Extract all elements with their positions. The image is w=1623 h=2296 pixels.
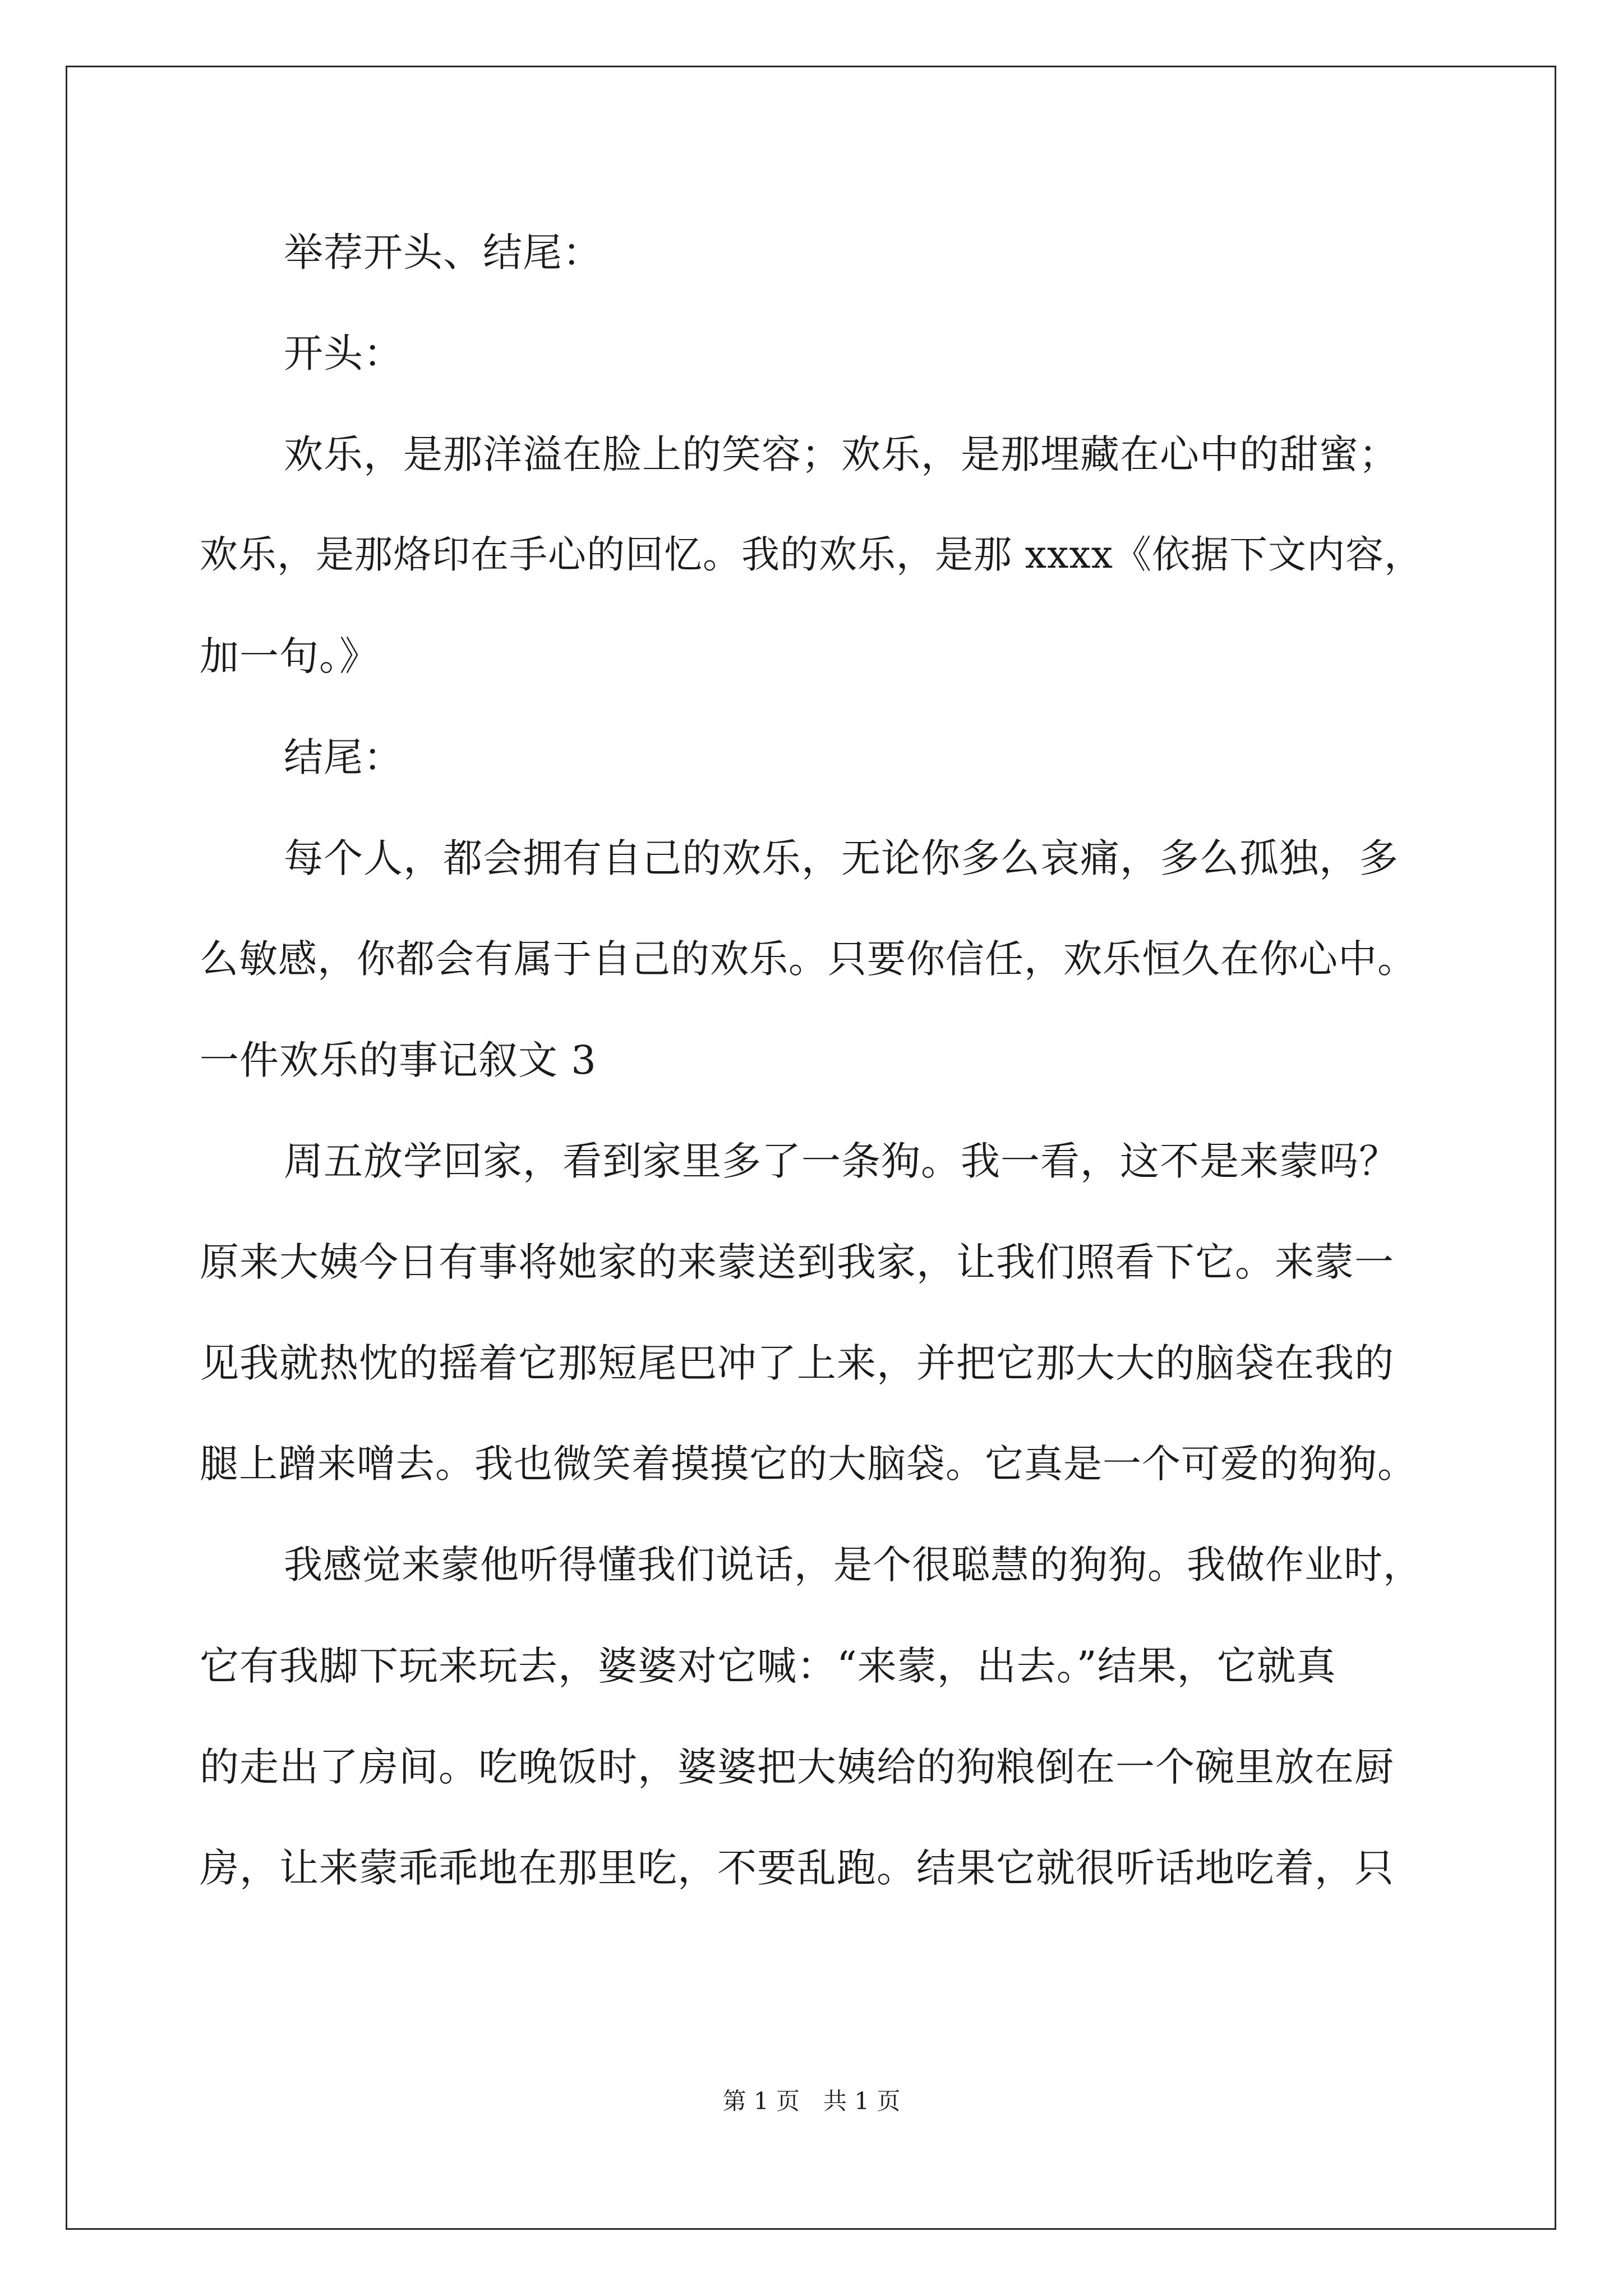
paragraph-line: 加一句。》 (200, 633, 379, 679)
paragraph-line: 周五放学回家，看到家里多了一条狗。我一看，这不是来蒙吗？ (284, 1138, 1399, 1184)
paragraph-line: 原来大姨今日有事将她家的来蒙送到我家，让我们照看下它。来蒙一 (200, 1239, 1394, 1285)
paragraph-line: 么敏感，你都会有属于自己的欢乐。只要你信任，欢乐恒久在你心中。 (200, 937, 1417, 982)
heading-opening: 开头： (284, 330, 403, 376)
section-title: 一件欢乐的事记叙文 3 (200, 1037, 597, 1083)
heading-recommend: 举荐开头、结尾： (284, 229, 602, 275)
paragraph-line: 欢乐，是那烙印在手心的回忆。我的欢乐，是那 xxxx《依据下文内容， (200, 533, 1423, 577)
paragraph-line: 腿上蹭来噌去。我也微笑着摸摸它的大脑袋。它真是一个可爱的狗狗。 (200, 1442, 1417, 1487)
paragraph-line: 我感觉来蒙他听得懂我们说话，是个很聪慧的狗狗。我做作业时， (284, 1543, 1422, 1588)
paragraph-line: 房，让来蒙乖乖地在那里吃，不要乱跑。结果它就很听话地吃着，只 (200, 1845, 1394, 1891)
paragraph-line: 欢乐，是那洋溢在脸上的笑容；欢乐，是那埋藏在心中的甜蜜； (284, 431, 1399, 477)
paragraph-line: 它有我脚下玩来玩去，婆婆对它喊：“来蒙，出去。”结果，它就真 (200, 1643, 1336, 1689)
paragraph-line: 的走出了房间。吃晚饭时，婆婆把大姨给的狗粮倒在一个碗里放在厨 (200, 1744, 1394, 1790)
paragraph-line: 见我就热忱的摇着它那短尾巴冲了上来，并把它那大大的脑袋在我的 (200, 1340, 1394, 1386)
paragraph-line: 每个人，都会拥有自己的欢乐，无论你多么哀痛，多么孤独，多 (284, 835, 1399, 881)
heading-ending: 结尾： (284, 734, 403, 780)
page-number: 第 1 页 共 1 页 (722, 2087, 901, 2115)
